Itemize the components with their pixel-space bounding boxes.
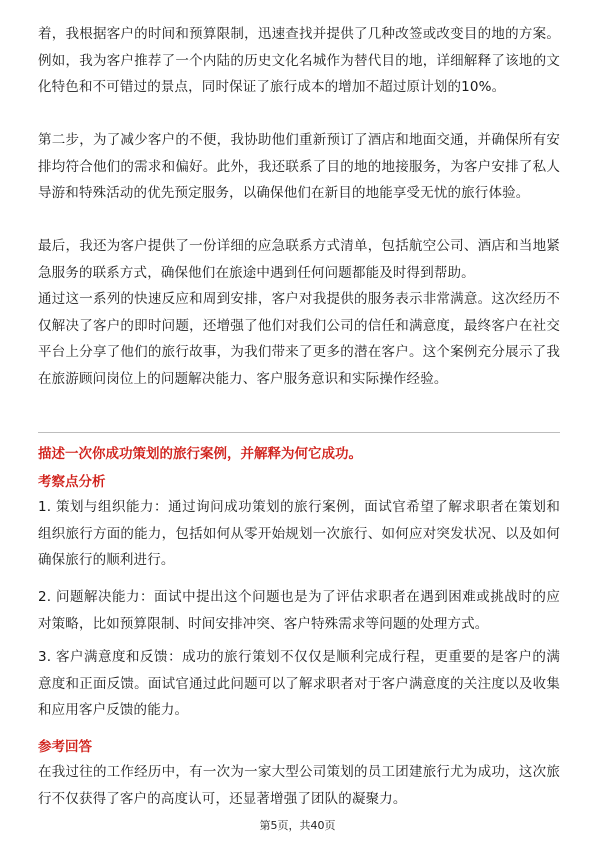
analysis-item-3: 3. 客户满意度和反馈：成功的旅行策划不仅仅是顺利完成行程，更重要的是客户的满意度和正面反馈。面试官通过此问题可以了解求职者对于客户满意度的关注度以及收集和应用客户反馈的能力。 [38, 649, 560, 718]
question-title: 描述一次你成功策划的旅行案例，并解释为何它成功。 [38, 446, 362, 462]
body-paragraph-4: 通过这一系列的快速反应和周到安排，客户对我提供的服务表示非常满意。这次经历不仅解决了客户的即时问题，还增强了他们对我们公司的信任和满意度，最终客户在社交平台上分享了他们的旅行故事，为我们带来了更多的潜在客户。这个案例充分展示了我在旅游顾问岗位上的问题解决能力、客户服务意识和实际操作经验。 [38, 291, 560, 387]
section-divider [38, 432, 560, 433]
answer-heading: 参考回答 [38, 739, 92, 755]
body-paragraph-3: 最后，我还为客户提供了一份详细的应急联系方式清单，包括航空公司、酒店和当地紧急服务的联系方式，确保他们在旅途中遇到任何问题都能及时得到帮助。 [38, 238, 560, 281]
body-paragraph-2: 第二步，为了减少客户的不便，我协助他们重新预订了酒店和地面交通，并确保所有安排均符合他们的需求和偏好。此外，我还联系了目的地的地接服务，为客户安排了私人导游和特殊活动的优先预定服务，以确保他们在新目的地能享受无忧的旅行体验。 [38, 132, 560, 201]
page-footer: 第5页，共40页 [259, 819, 336, 832]
analysis-heading: 考察点分析 [38, 474, 106, 490]
analysis-item-2: 2. 问题解决能力：面试中提出这个问题也是为了评估求职者在遇到困难或挑战时的应对策略，比如预算限制、时间安排冲突、客户特殊需求等问题的处理方式。 [38, 589, 560, 632]
analysis-item-1: 1. 策划与组织能力：通过询问成功策划的旅行案例，面试官希望了解求职者在策划和组织旅行方面的能力，包括如何从零开始规划一次旅行、如何应对突发状况、以及如何确保旅行的顺利进行。 [38, 499, 560, 568]
body-paragraph-1: 着，我根据客户的时间和预算限制，迅速查找并提供了几种改签或改变目的地的方案。例如，我为客户推荐了一个内陆的历史文化名城作为替代目的地，详细解释了该地的文化特色和不可错过的景点，同时保证了旅行成本的增加不超过原计划的10%。 [38, 26, 560, 95]
answer-paragraph-1: 在我过往的工作经历中，有一次为一家大型公司策划的员工团建旅行尤为成功，这次旅行不仅获得了客户的高度认可，还显著增强了团队的凝聚力。 [38, 764, 560, 807]
